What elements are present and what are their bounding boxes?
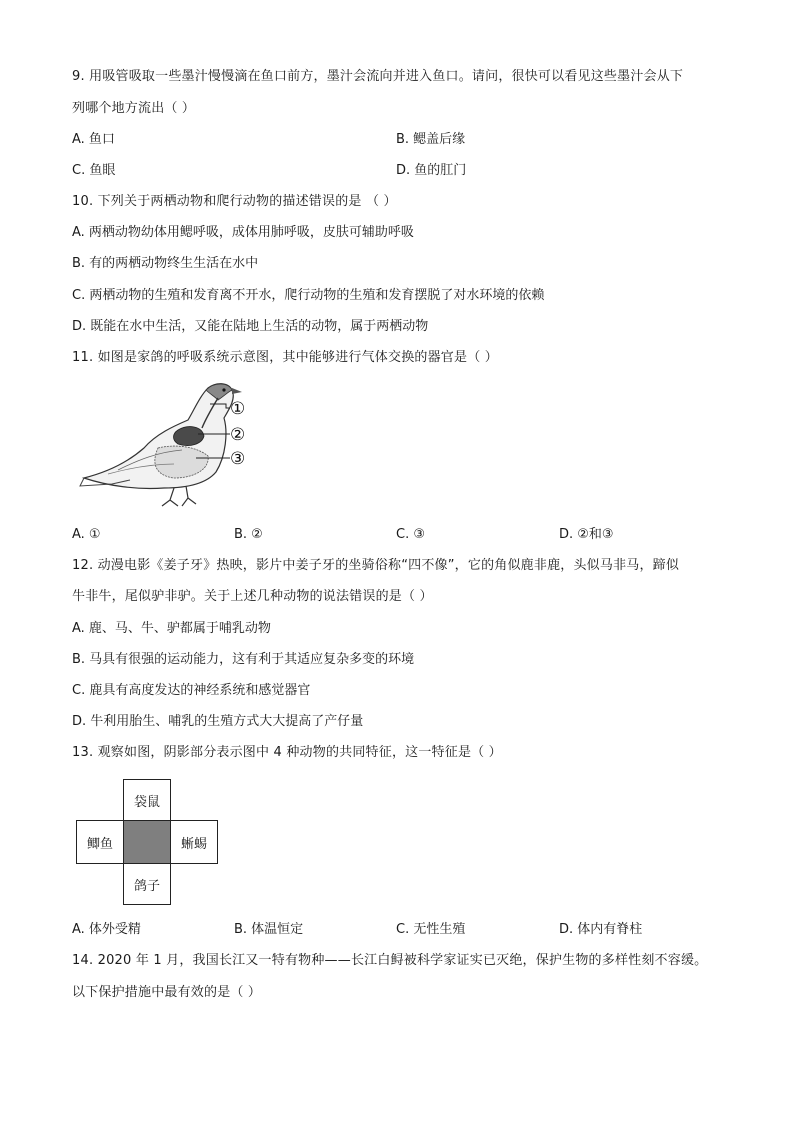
q13-option-b[interactable]: B. 体温恒定 [234,922,304,937]
q10-option-a[interactable]: A. 两栖动物幼体用鳃呼吸，成体用肺呼吸，皮肤可辅助呼吸 [72,225,414,240]
q11-option-c[interactable]: C. ③ [396,527,425,542]
q13-option-d[interactable]: D. 体内有脊柱 [559,922,643,937]
q13-option-c[interactable]: C. 无性生殖 [396,922,466,937]
q10-option-d[interactable]: D. 既能在水中生活，又能在陆地上生活的动物，属于两栖动物 [72,319,429,334]
q11-option-b[interactable]: B. ② [234,527,263,542]
q11-stem: 11. 如图是家鸽的呼吸系统示意图，其中能够进行气体交换的器官是（ ） [72,350,498,365]
pigeon-legs [162,486,196,506]
q9-option-a[interactable]: A. 鱼口 [72,132,115,147]
q12-option-b[interactable]: B. 马具有很强的运动能力，这有利于其适应复杂多变的环境 [72,652,415,667]
grid-cell-left: 鲫鱼 [76,820,124,864]
label-2: ② [230,425,246,445]
q12-stem-line2: 牛非牛，尾似驴非驴。关于上述几种动物的说法错误的是（ ） [72,589,433,604]
q14-stem-line1: 14. 2020 年 1 月，我国长江又一特有物种——长江白鲟被科学家证实已灭绝，保护生物的多样性刻不容缓。 [72,953,708,968]
pigeon-body [84,384,233,489]
label-1: ① [230,399,246,419]
pigeon-respiratory-diagram [78,374,268,514]
q11-option-a[interactable]: A. ① [72,527,101,542]
q9-stem-line2: 列哪个地方流出（ ） [72,101,196,116]
pigeon-eye [222,388,225,391]
q11-option-d[interactable]: D. ②和③ [559,527,614,542]
label-3: ③ [230,449,246,469]
q10-option-c[interactable]: C. 两栖动物的生殖和发育离不开水，爬行动物的生殖和发育摆脱了对水环境的依赖 [72,288,545,303]
grid-cell-bottom: 鸽子 [123,863,171,905]
pigeon-beak [232,388,242,394]
q12-stem-line1: 12. 动漫电影《姜子牙》热映，影片中姜子牙的坐骑俗称“四不像”，它的角似鹿非鹿，头似马非马，蹄似 [72,558,680,573]
q10-stem: 10. 下列关于两栖动物和爬行动物的描述错误的是 （ ） [72,194,397,209]
q12-option-a[interactable]: A. 鹿、马、牛、驴都属于哺乳动物 [72,621,271,636]
q10-option-b[interactable]: B. 有的两栖动物终生生活在水中 [72,256,259,271]
grid-cell-right: 蜥蜴 [170,820,218,864]
grid-cell-shaded-center [123,820,171,864]
q13-stem: 13. 观察如图，阴影部分表示图中 4 种动物的共同特征，这一特征是（ ） [72,745,502,760]
animal-cross-grid [76,779,218,905]
q9-option-c[interactable]: C. 鱼眼 [72,163,116,178]
q9-stem-line1: 9. 用吸管吸取一些墨汁慢慢滴在鱼口前方，墨汁会流向并进入鱼口。请问，很快可以看见这些墨汁会从下 [72,69,684,84]
q13-option-a[interactable]: A. 体外受精 [72,922,141,937]
q9-option-b[interactable]: B. 鳃盖后缘 [396,132,466,147]
q12-option-c[interactable]: C. 鹿具有高度发达的神经系统和感觉器官 [72,683,311,698]
grid-cell-top: 袋鼠 [123,779,171,821]
q9-option-d[interactable]: D. 鱼的肛门 [396,163,467,178]
q12-option-d[interactable]: D. 牛利用胎生、哺乳的生殖方式大大提高了产仔量 [72,714,364,729]
q14-stem-line2: 以下保护措施中最有效的是（ ） [72,985,262,1000]
